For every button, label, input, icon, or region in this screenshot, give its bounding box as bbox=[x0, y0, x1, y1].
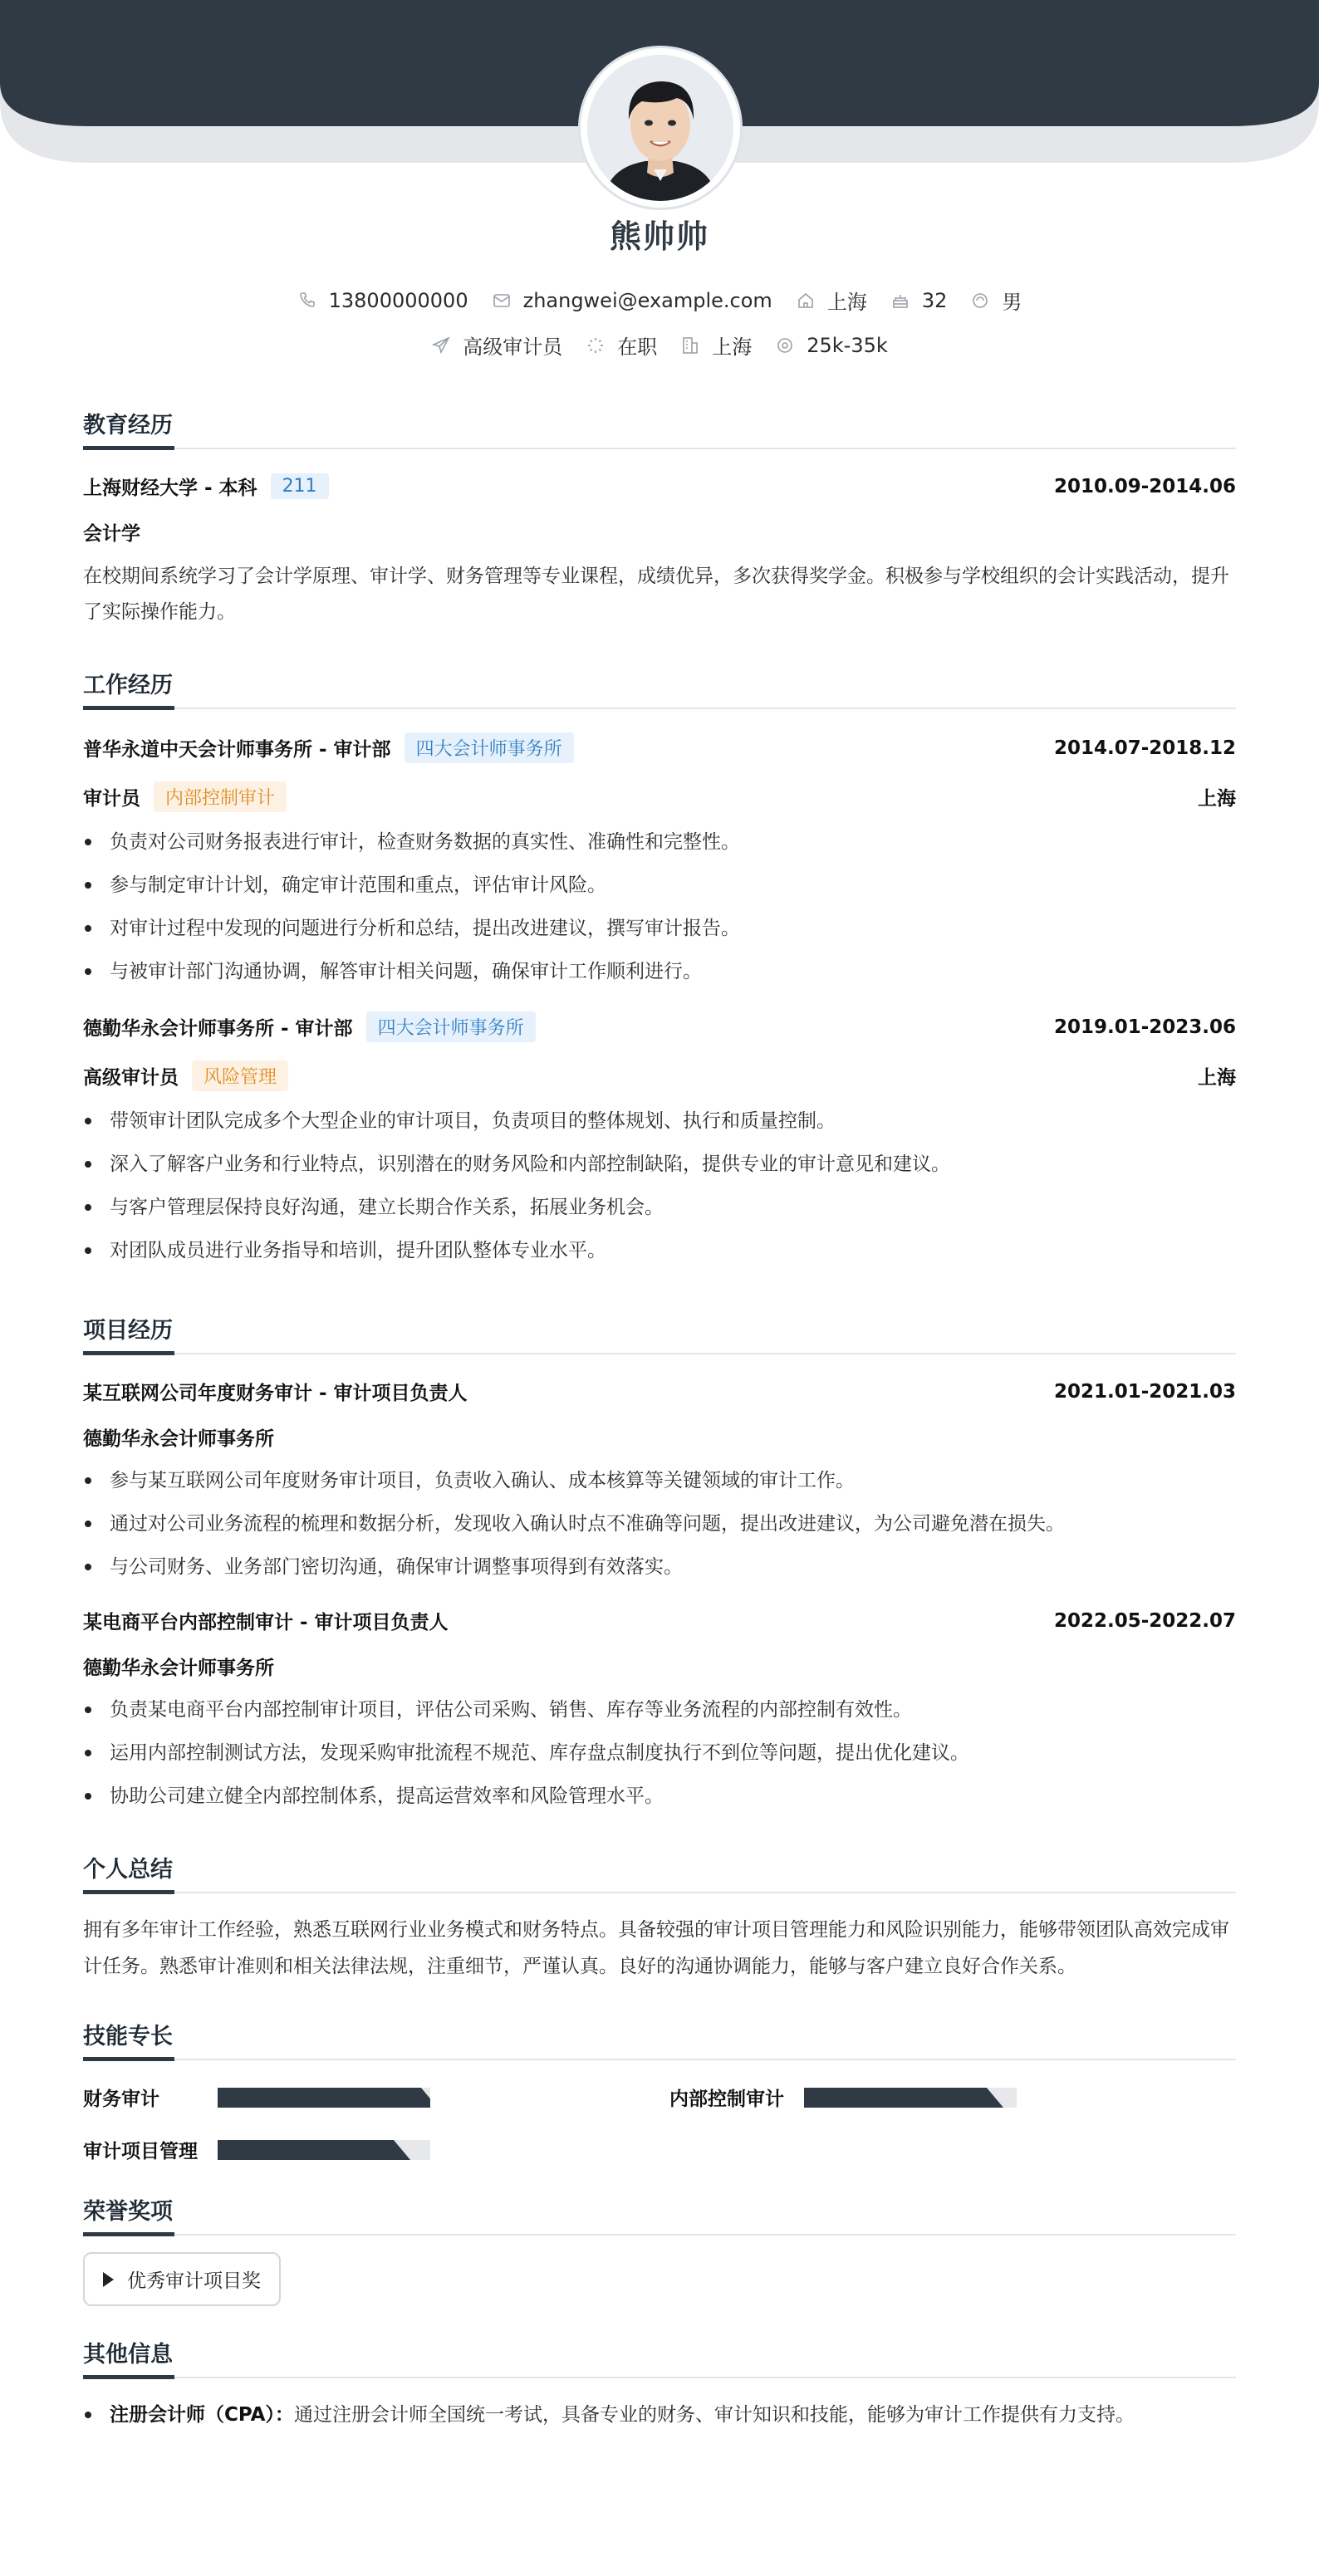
skill-item bbox=[83, 2084, 669, 2111]
coin-icon bbox=[775, 335, 795, 355]
list-item: 深入了解客户业务和行业特点，识别潜在的财务风险和内部控制缺陷，提供专业的审计意见和建议。 bbox=[83, 1143, 1236, 1186]
building-icon bbox=[680, 335, 700, 355]
work-entry bbox=[83, 1011, 1236, 1272]
list-item: 与被审计部门沟通协调，解答审计相关问题，确保审计工作顺利进行。 bbox=[83, 950, 1236, 993]
position-text: 高级审计员 bbox=[463, 335, 563, 359]
profile-name: 熊帅帅 bbox=[609, 218, 709, 255]
project-bullets bbox=[83, 1459, 1236, 1589]
section-title bbox=[83, 2193, 1236, 2234]
section-title-text: 其他信息 bbox=[83, 2342, 173, 2368]
award-label: 优秀审计项目奖 bbox=[127, 2270, 261, 2292]
school-name: 上海财经大学 - 本科 bbox=[83, 477, 257, 499]
skill-bar bbox=[218, 2140, 430, 2160]
skill-name: 财务审计 bbox=[83, 2089, 159, 2110]
resume-body bbox=[83, 407, 1236, 2436]
skills-grid bbox=[83, 2084, 1236, 2163]
list-item: 协助公司建立健全内部控制体系，提高运营效率和风险管理水平。 bbox=[83, 1775, 1236, 1818]
list-item: 负责对公司财务报表进行审计，检查财务数据的真实性、准确性和完整性。 bbox=[83, 820, 1236, 864]
section-title-text: 技能专长 bbox=[83, 2024, 173, 2050]
email-item bbox=[492, 289, 772, 312]
work-bullets bbox=[83, 820, 1236, 993]
company-name: 普华永道中天会计师事务所 - 审计部 bbox=[83, 739, 391, 761]
section-title bbox=[83, 2336, 1236, 2377]
work-location: 上海 bbox=[1198, 1067, 1236, 1089]
company-tag: 四大会计师事务所 bbox=[366, 1011, 536, 1042]
list-item: 运用内部控制测试方法，发现采购审批流程不规范、库存盘点制度执行不到位等问题，提出优化建议。 bbox=[83, 1731, 1236, 1775]
section-title-text: 荣誉奖项 bbox=[83, 2199, 173, 2225]
project-bullets bbox=[83, 1688, 1236, 1818]
projects-section bbox=[83, 1312, 1236, 1818]
section-title bbox=[83, 667, 1236, 708]
list-item bbox=[83, 2393, 1236, 2436]
section-title bbox=[83, 1851, 1236, 1892]
phone-text: 13800000000 bbox=[328, 288, 468, 312]
skills-section bbox=[83, 2018, 1236, 2163]
summary-text: 拥有多年审计工作经验，熟悉互联网行业业务模式和财务特点。具备较强的审计项目管理能力和风险识别能力，能够带领团队高效完成审计任务。熟悉审计准则和相关法律法规，注重细节，严谨认真。良好的沟通协调能力，能够与客户建立良好合作关系。 bbox=[83, 1919, 1229, 1977]
list-item: 与客户管理层保持良好沟通，建立长期合作关系，拓展业务机会。 bbox=[83, 1186, 1236, 1229]
skill-bar-fill bbox=[804, 2088, 985, 2108]
project-entry bbox=[83, 1607, 1236, 1818]
project-date: 2021.01-2021.03 bbox=[1053, 1380, 1236, 1403]
gender-text: 男 bbox=[1002, 291, 1022, 314]
work-section bbox=[83, 667, 1236, 1272]
list-item: 参与制定审计计划，确定审计范围和重点，评估审计风险。 bbox=[83, 864, 1236, 907]
skill-bar-fill bbox=[218, 2140, 392, 2160]
other-label: 注册会计师（CPA）： bbox=[110, 2404, 294, 2426]
age-text: 32 bbox=[921, 288, 948, 312]
job-intent-row bbox=[0, 331, 1319, 360]
list-item: 与公司财务、业务部门密切沟通，确保审计调整事项得到有效落实。 bbox=[83, 1545, 1236, 1589]
other-text: 通过注册会计师全国统一考试，具备专业的财务、审计知识和技能，能够为审计工作提供有力支持。 bbox=[293, 2404, 1135, 2426]
position-item bbox=[431, 331, 562, 360]
skill-bar bbox=[804, 2088, 1017, 2108]
award-item[interactable] bbox=[83, 2252, 281, 2306]
project-date: 2022.05-2022.07 bbox=[1053, 1609, 1236, 1632]
cake-icon bbox=[890, 291, 910, 311]
project-name: 某互联网公司年度财务审计 - 审计项目负责人 bbox=[83, 1383, 468, 1404]
role-title: 审计员 bbox=[83, 788, 140, 810]
list-item: 通过对公司业务流程的梳理和数据分析，发现收入确认时点不准确等问题，提出改进建议，为公司避免潜在损失。 bbox=[83, 1502, 1236, 1545]
gender-item bbox=[970, 286, 1022, 315]
skill-name: 内部控制审计 bbox=[669, 2089, 784, 2110]
list-item: 参与某互联网公司年度财务审计项目，负责收入确认、成本核算等关键领域的审计工作。 bbox=[83, 1459, 1236, 1502]
avatar-photo bbox=[587, 55, 733, 201]
work-location: 上海 bbox=[1198, 788, 1236, 810]
gender-icon bbox=[970, 291, 990, 311]
work-bullets bbox=[83, 1099, 1236, 1272]
skill-name: 审计项目管理 bbox=[83, 2141, 198, 2162]
work-entry bbox=[83, 732, 1236, 993]
project-name: 某电商平台内部控制审计 - 审计项目负责人 bbox=[83, 1612, 449, 1633]
school-tag: 211 bbox=[271, 473, 329, 499]
summary-section bbox=[83, 1851, 1236, 1985]
skill-item bbox=[83, 2136, 669, 2163]
project-org: 德勤华永会计师事务所 bbox=[83, 1428, 274, 1450]
email-text: zhangwei@example.com bbox=[522, 288, 772, 312]
city-text: 上海 bbox=[712, 335, 753, 359]
status-item bbox=[586, 331, 657, 360]
skill-item bbox=[669, 2084, 1236, 2111]
mail-icon bbox=[492, 291, 512, 311]
loader-icon bbox=[586, 335, 606, 355]
awards-section bbox=[83, 2193, 1236, 2306]
contact-row bbox=[0, 286, 1319, 315]
phone-icon bbox=[297, 291, 317, 311]
play-icon bbox=[103, 2272, 114, 2287]
hometown-item bbox=[796, 286, 867, 315]
avatar bbox=[581, 48, 740, 208]
education-section bbox=[83, 407, 1236, 630]
phone-item bbox=[297, 289, 468, 312]
list-item: 对审计过程中发现的问题进行分析和总结，提出改进建议，撰写审计报告。 bbox=[83, 907, 1236, 950]
project-entry bbox=[83, 1378, 1236, 1589]
role-tag: 内部控制审计 bbox=[154, 781, 287, 812]
role-tag: 风险管理 bbox=[192, 1060, 288, 1091]
city-item bbox=[680, 331, 752, 360]
education-date: 2010.09-2014.06 bbox=[1053, 475, 1236, 497]
work-date: 2014.07-2018.12 bbox=[1053, 737, 1236, 759]
section-title bbox=[83, 2018, 1236, 2059]
project-org: 德勤华永会计师事务所 bbox=[83, 1658, 274, 1679]
skill-bar-fill bbox=[218, 2088, 419, 2108]
list-item: 对团队成员进行业务指导和培训，提升团队整体专业水平。 bbox=[83, 1229, 1236, 1272]
other-list bbox=[83, 2393, 1236, 2436]
section-title-text: 项目经历 bbox=[83, 1318, 173, 1344]
home-icon bbox=[796, 291, 816, 311]
age-item bbox=[890, 289, 948, 312]
other-section bbox=[83, 2336, 1236, 2436]
section-title bbox=[83, 1312, 1236, 1353]
status-text: 在职 bbox=[617, 335, 658, 359]
salary-text: 25k-35k bbox=[807, 333, 888, 357]
section-title bbox=[83, 407, 1236, 448]
education-description: 在校期间系统学习了会计学原理、审计学、财务管理等专业课程，成绩优异，多次获得奖学金。积极参与学校组织的会计实践活动，提升了实际操作能力。 bbox=[83, 566, 1229, 623]
section-title-text: 个人总结 bbox=[83, 1857, 173, 1883]
list-item: 负责某电商平台内部控制审计项目，评估公司采购、销售、库存等业务流程的内部控制有效性。 bbox=[83, 1688, 1236, 1731]
section-title-text: 教育经历 bbox=[83, 413, 173, 438]
send-icon bbox=[431, 335, 451, 355]
work-date: 2019.01-2023.06 bbox=[1053, 1016, 1236, 1038]
role-title: 高级审计员 bbox=[83, 1067, 179, 1089]
list-item: 带领审计团队完成多个大型企业的审计项目，负责项目的整体规划、执行和质量控制。 bbox=[83, 1099, 1236, 1143]
hometown-text: 上海 bbox=[826, 291, 867, 314]
company-name: 德勤华永会计师事务所 - 审计部 bbox=[83, 1018, 353, 1040]
salary-item bbox=[775, 334, 888, 357]
company-tag: 四大会计师事务所 bbox=[405, 732, 574, 763]
major: 会计学 bbox=[83, 523, 140, 545]
skill-bar bbox=[218, 2088, 430, 2108]
section-title-text: 工作经历 bbox=[83, 673, 173, 698]
